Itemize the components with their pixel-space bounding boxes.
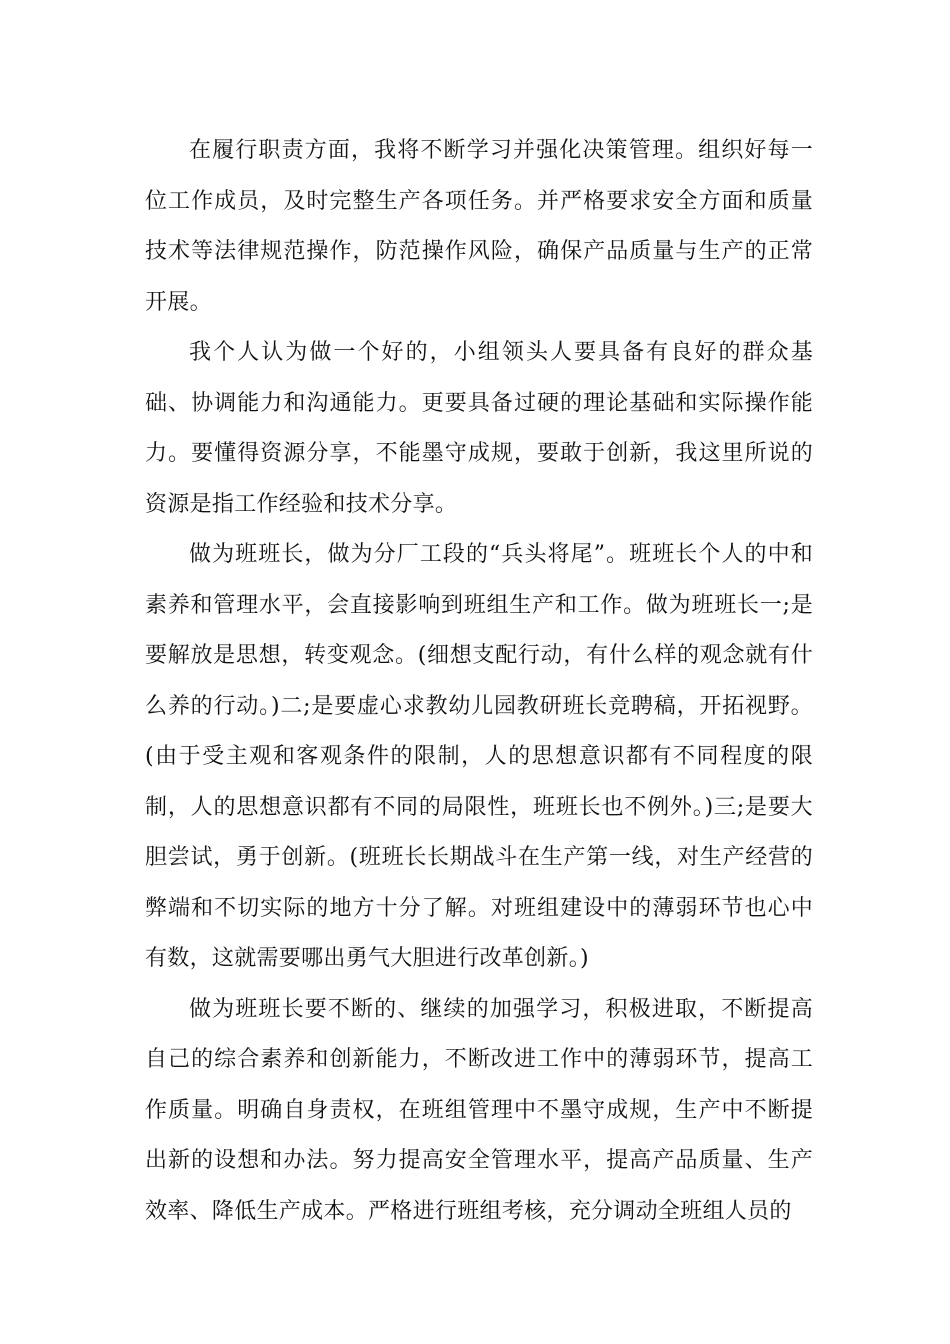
paragraph-squad-leader-role: 做为班班长，做为分厂工段的“兵头将尾”。班班长个人的中和素养和管理水平，会直接影响到班组生产和工作。做为班班长一;是要解放是思想，转变观念。(细想支配行动，有什么样的观念就有什么养的行动。)二;是要虚心求教幼儿园教研班长竞聘稿，开拓视野。(由于受主观和客观条件的限制，人的思想意识都有不同程度的限制，人的思想意识都有不同的局限性，班班长也不例外。)三;是要大胆尝试，勇于创新。(班班长长期战斗在生产第一线，对生产经营的弊端和不切实际的地方十分了解。对班组建设中的薄弱环节也心中有数，这就需要哪出勇气大胆进行改革创新。) [145,542,813,971]
paragraph-continuous-learning: 做为班班长要不断的、继续的加强学习，积极进取，不断提高自己的综合素养和创新能力，不断改进工作中的薄弱环节，提高工作质量。明确自身责权，在班组管理中不墨守成规，生产中不断提出新的设想和办法。努力提高安全管理水平，提高产品质量、生产效率、降低生产成本。严格进行班组考核，充分调动全班组人员的 [145,996,813,1224]
paragraph-duties: 在履行职责方面，我将不断学习并强化决策管理。组织好每一位工作成员，及时完整生产各项任务。并严格要求安全方面和质量技术等法律规范操作，防范操作风险，确保产品质量与生产的正常开展。 [145,138,813,315]
document-body [145,126,813,1237]
paragraph-team-leader-qualities: 我个人认为做一个好的，小组领头人要具备有良好的群众基础、协调能力和沟通能力。更要具备过硬的理论基础和实际操作能力。要懂得资源分享，不能墨守成规，要敢于创新，我这里所说的资源是指工作经验和技术分享。 [145,340,813,517]
